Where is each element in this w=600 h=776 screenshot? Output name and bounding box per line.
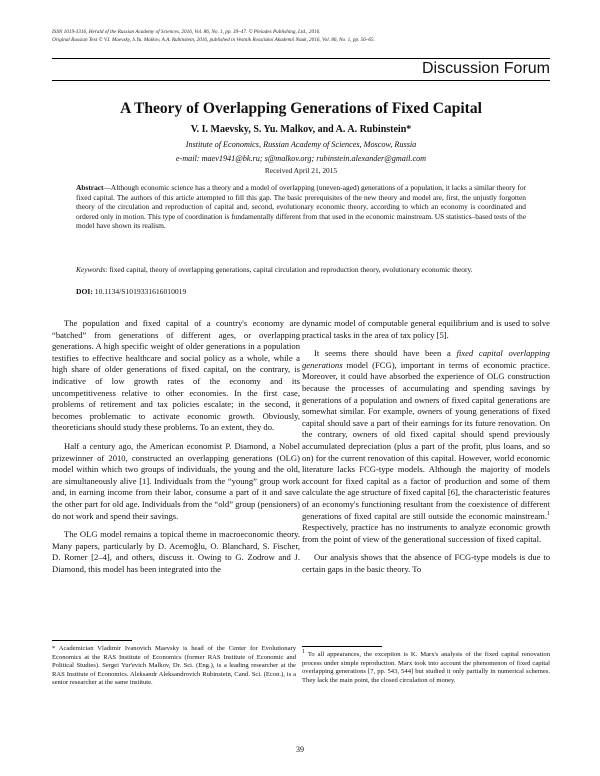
- body-paragraph-3: The OLG model remains a topical theme in macroeconomic theory. Many papers, particularly by D. Acemoğlu, O. Blanchard, S. Fischer, D. Romer [2–4], and others, discuss it. Owing to G. Zodrow and J. Diamond, this model has been integrated into the: [52, 529, 300, 574]
- journal-header: [52, 28, 552, 44]
- article-authors: V. I. Maevsky, S. Yu. Malkov, and A. A. Rubinstein*: [190, 124, 412, 135]
- fcg-text-start: It seems there should have been a: [314, 348, 457, 359]
- section-rule-bottom: [52, 80, 550, 81]
- footnote-1-text: To all appearances, the exception is K. Marx's analysis of the fixed capital renovation process under simple reproduction. Marx took into account the phenomenon of fixed capital overlapping generations [7, pp. 543, 544] but studied it only partially in numerical schemes. They lack the main point, the closed circulation of money.: [302, 651, 550, 684]
- doi-label: DOI:: [76, 287, 93, 296]
- doi-value: 10.1134/S1019331616010019: [94, 287, 187, 296]
- body-paragraph-fcg: [302, 348, 550, 545]
- keywords-text: : fixed capital, theory of overlapping generations, capital circulation and reproduction theory, evolutionary economic theory.: [105, 265, 473, 274]
- page-number: 39: [296, 745, 304, 754]
- footnote-mark: 1: [302, 648, 305, 655]
- body-paragraph-continued: dynamic model of computable general equilibrium and is used to solve practical tasks in the area of tax policy [5].: [302, 318, 550, 340]
- original-text-line: Original Russian Text © V.I. Maevsky, S.Yu. Malkov, A.A. Rubinstein, 2016, published in Vestnik Rossiiskoi Akademii Nauk, 2016, Vol. 86, No. 1, pp. 56–65.: [52, 37, 375, 43]
- author-affiliation: Institute of Economics, Russian Academy of Sciences, Moscow, Russia: [185, 140, 417, 149]
- abstract: [76, 183, 526, 231]
- author-footnote: * Academician Vladimir Ivanovich Maevsky is head of the Center for Evolutionary Economics at the RAS Institute of Economics (former RAS Institute of Economic and Political Studies). Sergei Yur'evich Malkov, Dr. Sci. (Eng.), is a leading researcher at the RAS Institute of Economics. Aleksandr Aleksandrovich Rubinstein, Cand. Sci. (Econ.), is a senior researcher at the same institute.: [52, 645, 296, 687]
- footnote-rule-left: [52, 640, 132, 641]
- body-column-right: [302, 318, 550, 582]
- footnote-1: [302, 648, 550, 685]
- body-paragraph-2: Half a century ago, the American economist P. Diamond, a Nobel prizewinner of 2010, constructed an overlapping generations (OLG) model within which two groups of individuals, the young and the old, are simultaneously alive [1]. Individuals from the “young” group work and, in earning income from their labor, consume a part of it and save the other part for old age. Individuals from the “old” group (pensioners) do not work and spend their savings.: [52, 440, 300, 521]
- body-paragraph-analysis: Our analysis shows that the absence of FCG-type models is due to certain gaps in the basic theory. To: [302, 552, 550, 574]
- footnote-rule-right: [302, 646, 382, 647]
- footnote-ref-1: 1: [547, 510, 550, 517]
- abstract-text: —Although economic science has a theory and a model of overlapping (uneven-aged) generations of a population, it lacks a similar theory for fixed capital. The authors of this article attempted to fill this gap. The basic prerequisites of the new theory and model are, first, the unjustly forgotten theory of the circulation and reproduction of capital and, second, evolutionary economic theory, according to which an economy is coordinated and ordered only in motion. This type of coordination is fundamentally different from that used in the economic mainstream. US statistics–based tests of the model have shown its realism.: [76, 183, 526, 231]
- keywords: [76, 265, 526, 275]
- article-title: A Theory of Overlapping Generations of Fixed Capital: [120, 100, 482, 117]
- journal-citation-line: ISSN 1019-3316, Herald of the Russian Academy of Sciences, 2016, Vol. 86, No. 1, pp. 39–47. © Pleiades Publishing, Ltd., 2016.: [52, 29, 321, 35]
- received-date: Received April 21, 2015: [264, 166, 338, 175]
- body-paragraph-1: The population and fixed capital of a country's economy are “batched” from generations of different ages, or overlapping generations. A high specific weight of older generations in a population testifies to effective healthcare and social policy as a whole, while a high share of older generations of fixed capital, on the contrary, is indicative of low growth rates of the economy and its uncompetitiveness relative to other economies. In the first case, problems of retirement and tax policies escalate; in the second, it becomes problematic to activate economic growth. Obviously, theoreticians should study these problems. To an extent, they do.: [52, 318, 300, 433]
- fcg-text-end: Respectively, practice has no instruments to analyze economic growth from the point of view of the generational succession of fixed capital.: [302, 522, 550, 544]
- fcg-term: fixed capital overlapping generations: [302, 348, 550, 370]
- author-emails: e-mail: maev1941@bk.ru; s@malkov.org; rubinstein.alexander@gmail.com: [175, 154, 427, 163]
- body-column-left: [52, 318, 300, 582]
- abstract-label: Abstract: [76, 183, 104, 192]
- keywords-label: Keywords: [76, 265, 106, 274]
- fcg-text-middle: model (FCG), important in terms of economic practice. Moreover, it could have absorbed the experience of OLG construction because the processes of accumulating and spending savings by generations of a population and owners of fixed capital generations are somewhat similar. For example, owners of young generations of fixed capital should save a part of their earnings for its future renovation. On the contrary, owners of old fixed capital should spend previously accumulated depreciation (plus a part of the profit, plus loans, and so on) for the current renovation of this capital. However, world economic literature lacks FCG-type models. Although the majority of models account for fixed capital as a factor of production and some of them calculate the age structure of fixed capital [6], the characteristic features of an economy's functioning resultant from the coexistence of different generations of fixed capital are still outside the economic mainstream.: [302, 359, 550, 521]
- section-title: Discussion Forum: [421, 60, 550, 77]
- doi: [76, 287, 526, 297]
